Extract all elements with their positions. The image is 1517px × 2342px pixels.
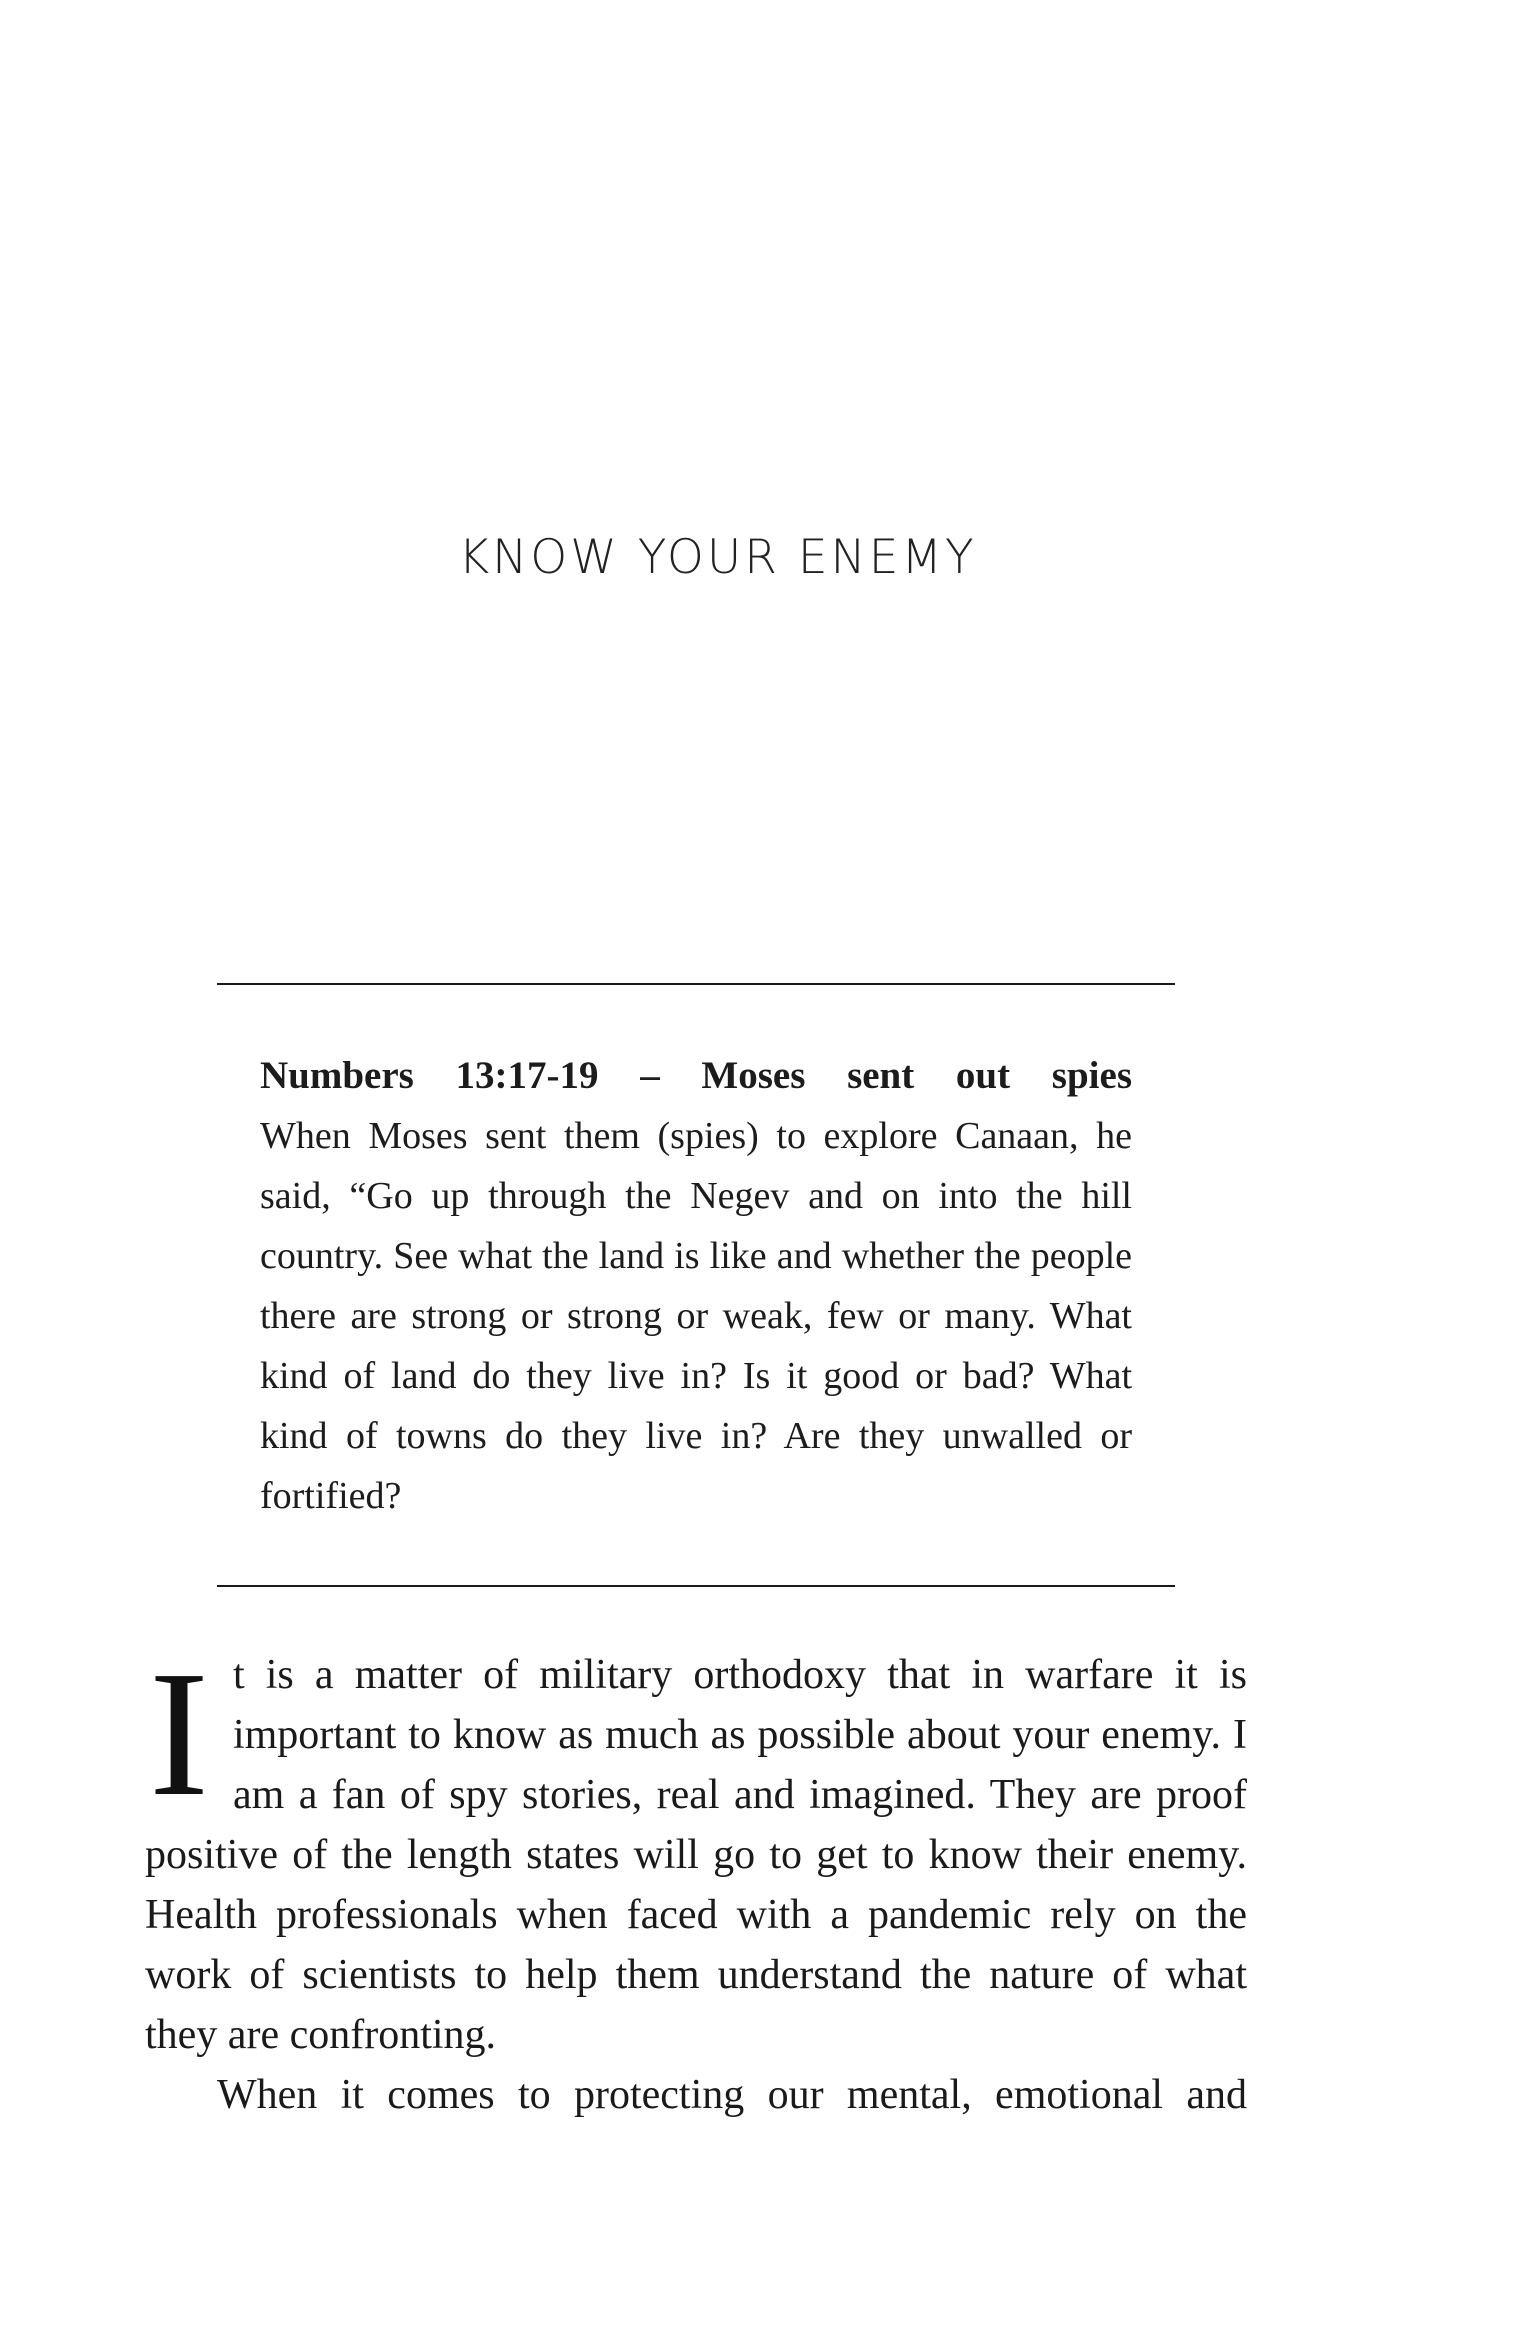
scripture-reference: Numbers 13:17-19 – Moses sent out spies xyxy=(260,1054,1132,1097)
top-divider xyxy=(217,983,1175,985)
drop-cap: I xyxy=(149,1634,209,1833)
paragraph xyxy=(145,1634,1247,2065)
scripture-box xyxy=(260,1046,1132,1526)
body-text xyxy=(145,1634,1247,2125)
paragraph: When it comes to protecting our mental, emotional and xyxy=(217,2072,1247,2118)
paragraph-text: t is a matter of military orthodoxy that in warfare it is important to know as much as possible about your enemy. I am a fan of spy stories, real and imagined. They are proof positive of the length states will go to get to know their enemy. Health professionals when faced with a pandemic rely on the work of scientists to help them understand the nature of what they are confronting. xyxy=(145,1652,1247,2058)
bottom-divider xyxy=(217,1585,1175,1587)
chapter-title: KNOW YOUR ENEMY xyxy=(458,530,977,585)
scripture-text: When Moses sent them (spies) to explore Canaan, he said, “Go up through the Negev and on into the hill country. See what the land is like and whether the people there are strong or strong or weak, few or many. What kind of land do they live in? Is it good or bad? What kind of towns do they live in? Are they unwalled or fortified? xyxy=(260,1115,1132,1517)
